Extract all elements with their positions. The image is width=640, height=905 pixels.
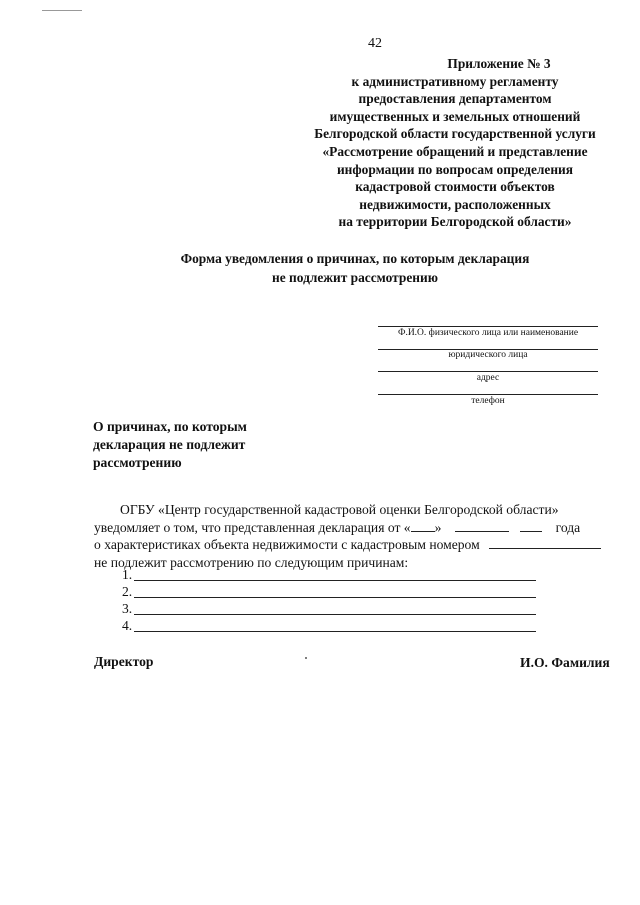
appendix-line: на территории Белгородской области» — [338, 214, 572, 230]
appendix-line: недвижимости, расположенных — [359, 196, 551, 212]
appendix-header — [296, 55, 614, 231]
cadastral-number-blank — [489, 536, 601, 549]
reason-line — [134, 602, 536, 615]
body-line-3-text: о характеристиках объекта недвижимости с кадастровым номером — [94, 537, 480, 552]
reason-number: 3. — [122, 601, 133, 616]
recipient-caption-legal: юридического лица — [448, 350, 528, 360]
body-line-1: ОГБУ «Центр государственной кадастровой оценки Белгородской области» — [120, 502, 559, 517]
reason-item — [122, 600, 542, 617]
reason-number: 2. — [122, 584, 133, 599]
reason-number: 4. — [122, 618, 133, 633]
recipient-caption-phone: телефон — [471, 396, 505, 406]
recipient-name-line — [378, 326, 598, 327]
appendix-line: информации по вопросам определения — [336, 161, 574, 177]
form-title — [80, 249, 630, 287]
subject-line: О причинах, по которым — [93, 419, 247, 434]
director-title: Директор — [94, 654, 154, 669]
body-line-2-quote: » — [434, 519, 442, 535]
reasons-list — [122, 566, 542, 634]
body-line-2-year: года — [555, 519, 581, 535]
recipient-address-line — [378, 371, 598, 372]
appendix-line: «Рассмотрение обращений и представление — [322, 143, 588, 159]
year-blank — [520, 519, 542, 532]
appendix-line: предоставления департаментом — [358, 91, 552, 107]
appendix-line: Приложение № 3 — [447, 56, 551, 71]
appendix-line: к административному регламенту — [351, 73, 559, 89]
reason-number: 1. — [122, 567, 133, 582]
reason-item — [122, 583, 542, 600]
reason-item — [122, 617, 542, 634]
form-title-line: Форма уведомления о причинах, по которым декларация — [180, 251, 530, 266]
appendix-line: Белгородской области государственной услуги — [314, 126, 596, 142]
signer-name: И.О. Фамилия — [520, 655, 610, 670]
notice-body — [94, 501, 616, 571]
page-number: 42 — [368, 36, 382, 51]
subject-line: декларация не подлежит — [93, 437, 246, 452]
form-title-line: не подлежит рассмотрению — [272, 270, 438, 285]
body-line-4: не подлежит рассмотрению по следующим причинам: — [94, 554, 409, 570]
recipient-caption-name: Ф.И.О. физического лица или наименование — [397, 328, 579, 338]
reason-item — [122, 566, 542, 583]
subject-heading — [93, 418, 293, 472]
scan-speck — [305, 657, 307, 659]
body-line-3 — [94, 536, 616, 554]
recipient-phone-line — [378, 394, 598, 395]
scan-edge-mark — [42, 10, 82, 11]
body-line-2 — [94, 519, 616, 537]
month-blank — [455, 519, 509, 532]
subject-line: рассмотрению — [93, 455, 182, 470]
reason-line — [134, 585, 536, 598]
appendix-line: имущественных и земельных отношений — [329, 108, 581, 124]
recipient-caption-address: адрес — [476, 373, 500, 383]
reason-line — [134, 568, 536, 581]
body-line-2-text: уведомляет о том, что представленная декларация от « — [94, 519, 411, 535]
day-blank — [411, 519, 435, 532]
reason-line — [134, 619, 536, 632]
appendix-line: кадастровой стоимости объектов — [355, 179, 555, 195]
